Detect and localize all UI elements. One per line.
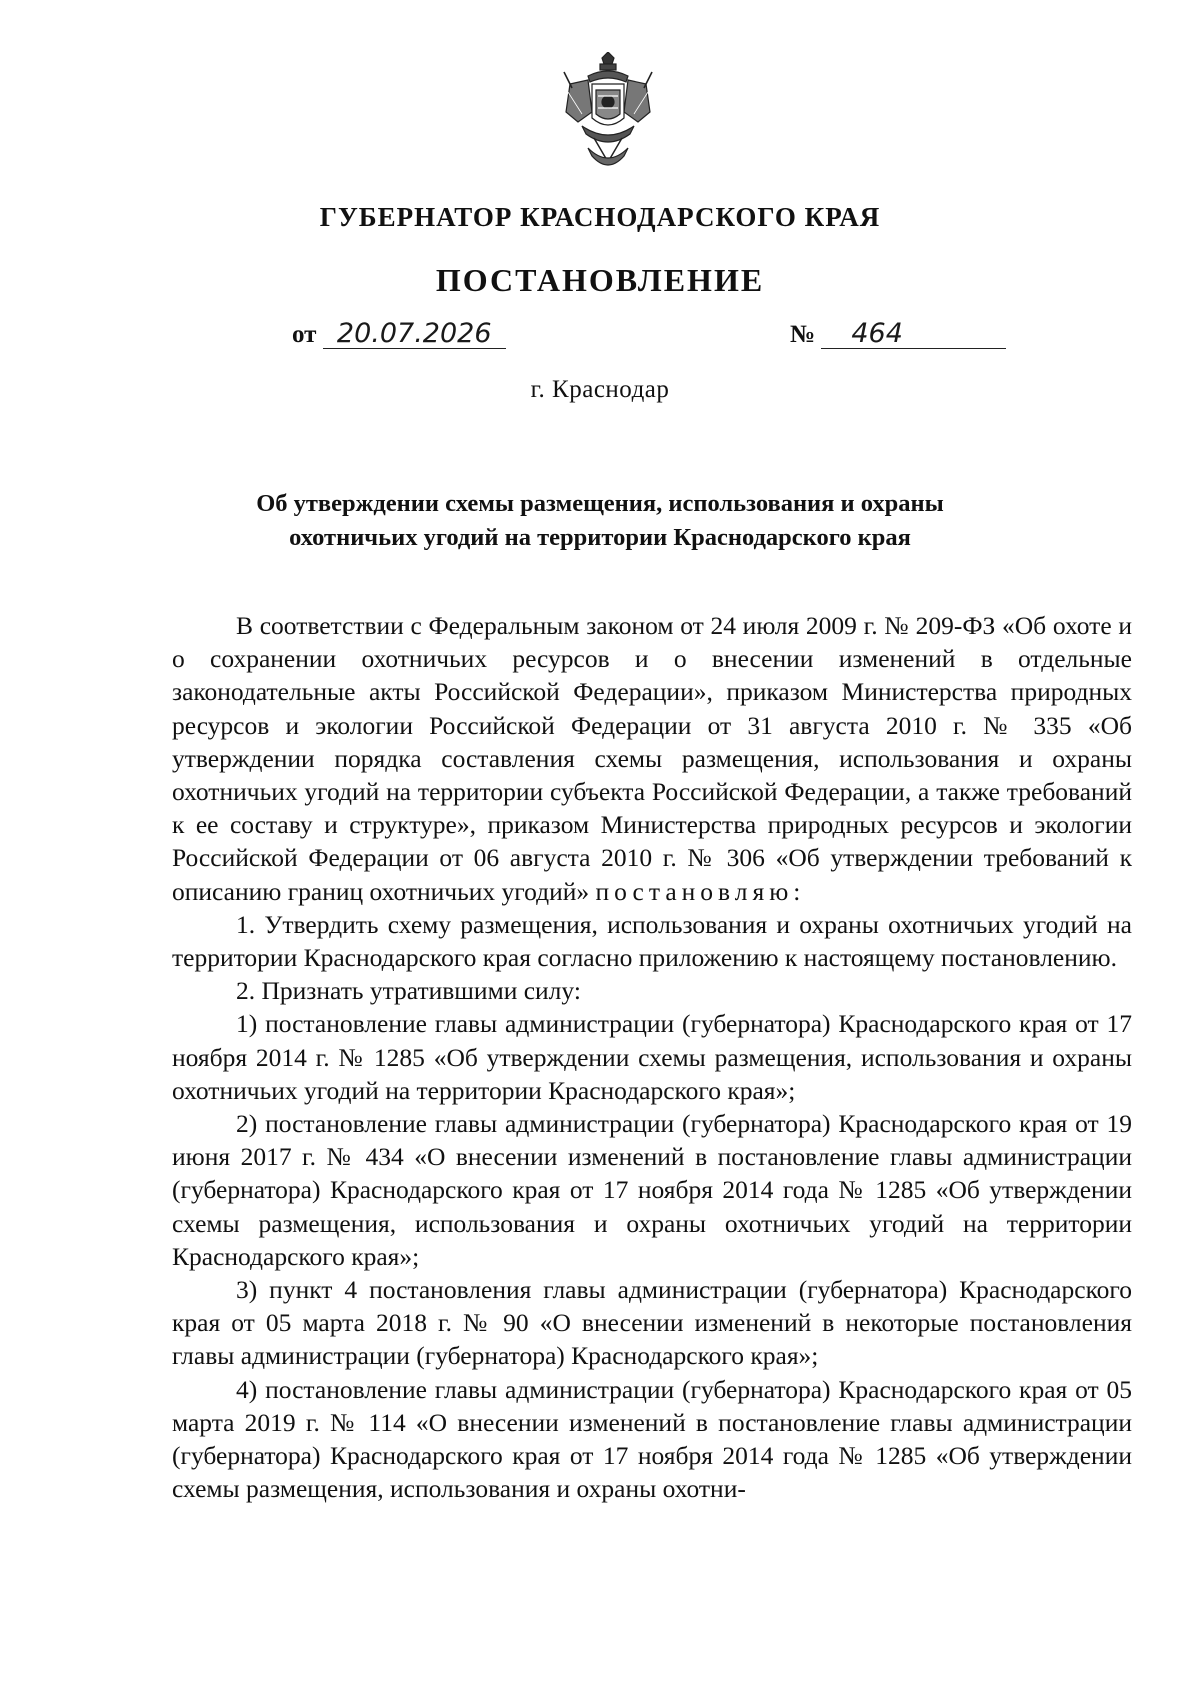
document-type: ПОСТАНОВЛЕНИЕ: [435, 262, 765, 298]
title-line-2: охотничьих угодий на территории Краснодарского края: [289, 524, 911, 551]
paragraph-1: 1. Утвердить схему размещения, использования и охраны охотничьих угодий на территории Краснодарского края согласно приложению к настоящему постановлению.: [172, 909, 1132, 973]
date-line: [292, 320, 506, 349]
paragraph-2-item-2: 2) постановление главы администрации (губернатора) Краснодарского края от 19 июня 2017 г. № 434 «О внесении изменений в постановление главы администрации (губернатора) Краснодарского края от 17 ноября 2014 года № 1285 «Об утверждении схемы размещения, использования и охраны охотничьих угодий на территории Краснодарского края»;: [172, 1109, 1132, 1271]
preamble-decree: постановляю:: [595, 876, 806, 906]
date-value: 20.07.2026: [323, 320, 506, 349]
paragraph-2: 2. Признать утратившими силу:: [236, 976, 581, 1006]
paragraph-2-item-3: 3) пункт 4 постановления главы администрации (губернатора) Краснодарского края от 05 марта 2018 г. № 90 «О внесении изменений в некоторые постановления главы администрации (губернатора) Краснодарского края»;: [172, 1275, 1132, 1371]
number-value: 464: [821, 320, 1006, 349]
date-prefix: от: [292, 321, 317, 348]
number-line: [790, 320, 1006, 349]
preamble-paragraph: [172, 609, 1132, 908]
preamble-text: В соответствии с Федеральным законом от 24 июля 2009 г. № 209-ФЗ «Об охоте и о сохранении охотничьих ресурсов и о внесении изменений в отдельные законодательные акты Российской Федерации», приказом Министерства природных ресурсов и экологии Российской Федерации от 31 августа 2010 г. № 335 «Об утверждении порядка составления схемы размещения, использования и охраны охотничьих угодий на территории субъекта Российской Федерации, а также требований к ее составу и структуре», приказом Министерства природных ресурсов и экологии Российской Федерации от 06 августа 2010 г. № 306 «Об утверждении требований к описанию границ охотничьих угодий»: [172, 611, 1132, 906]
city-line: г. Краснодар: [530, 376, 670, 403]
title-line-1: Об утверждении схемы размещения, использования и охраны: [256, 490, 944, 517]
coat-of-arms-emblem: [558, 52, 658, 174]
paragraph-2-item-1: 1) постановление главы администрации (губернатора) Краснодарского края от 17 ноября 2014 г. № 1285 «Об утверждении схемы размещения, использования и охраны охотничьих угодий на территории Краснодарского края»;: [172, 1009, 1132, 1105]
document-body: [172, 609, 1132, 1505]
document-title: [180, 487, 1020, 555]
paragraph-2-item-4: 4) постановление главы администрации (губернатора) Краснодарского края от 05 марта 2019 г. № 114 «О внесении изменений в постановление главы администрации (губернатора) Краснодарского края от 17 ноября 2014 года № 1285 «Об утверждении схемы размещения, использования и охраны охотни-: [172, 1374, 1132, 1504]
issuing-authority: ГУБЕРНАТОР КРАСНОДАРСКОГО КРАЯ: [319, 202, 881, 232]
number-prefix: №: [790, 321, 816, 348]
